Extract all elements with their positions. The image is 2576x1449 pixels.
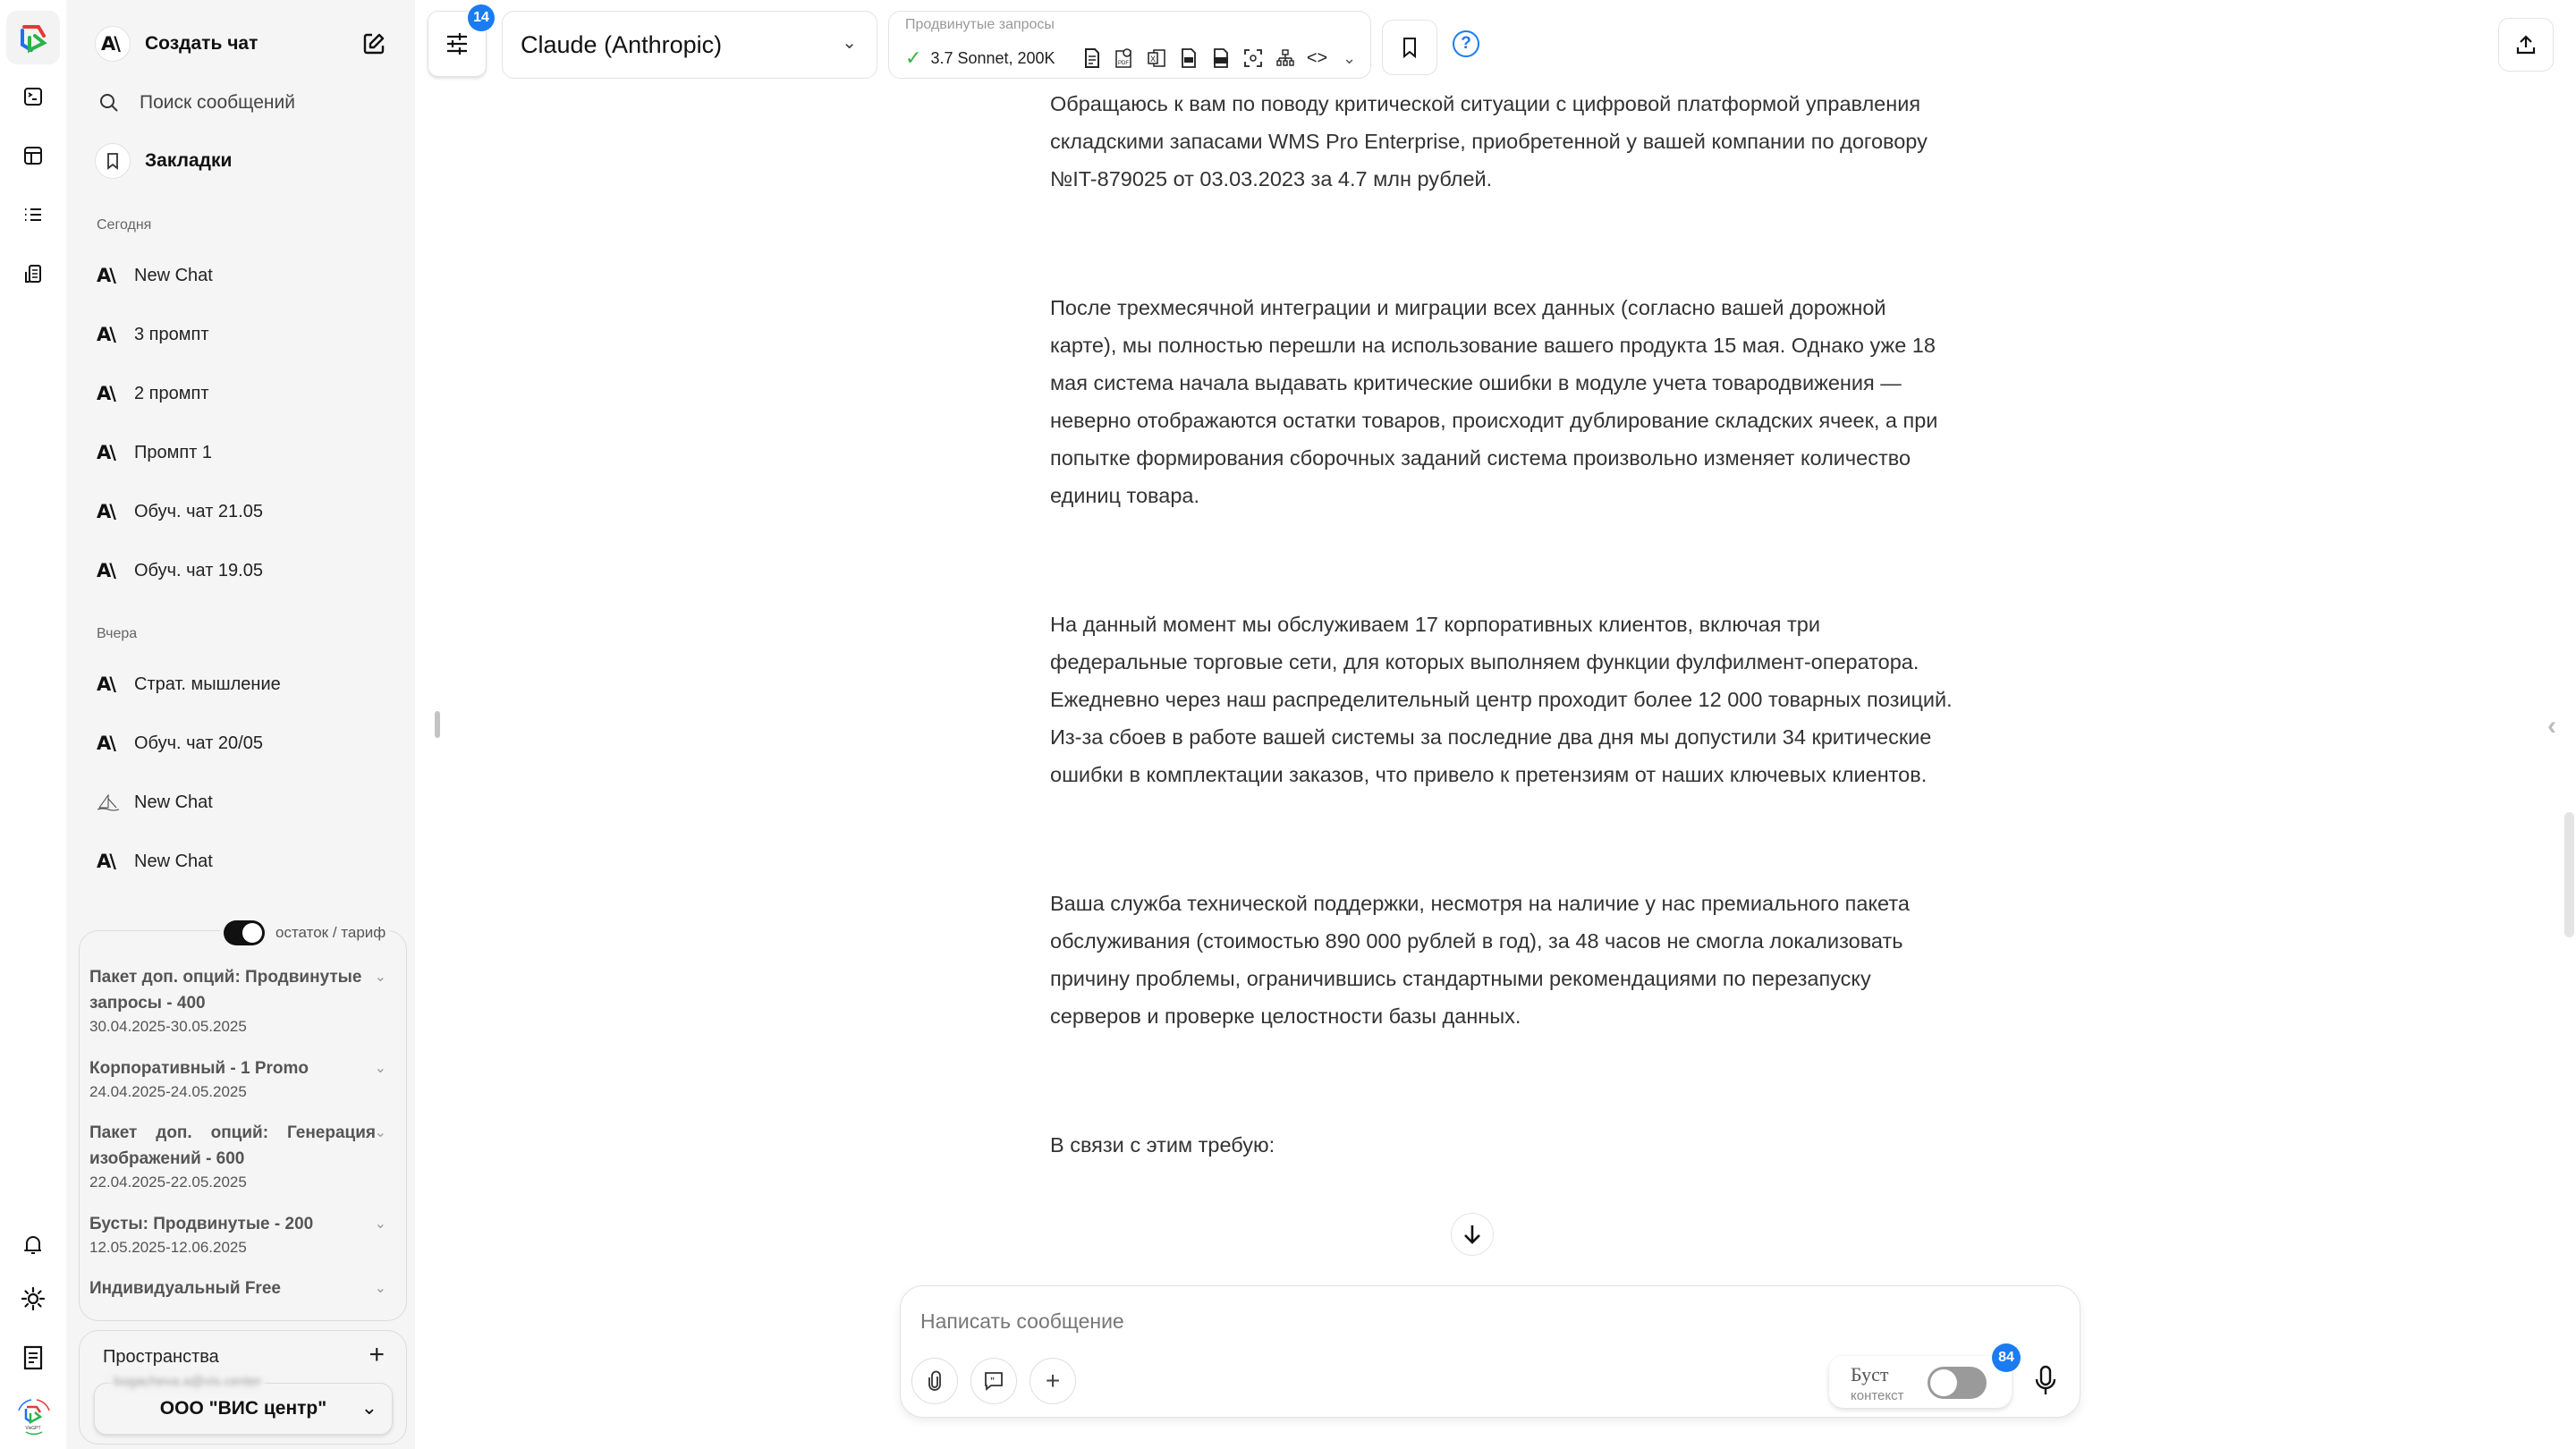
tariff-title: Пакет доп. опций: Продвинутые запросы - 400 xyxy=(89,968,362,1013)
boost-badge: 84 xyxy=(1992,1343,2021,1372)
chat-item[interactable] xyxy=(97,494,263,530)
ocr-scan-icon xyxy=(1241,46,1265,71)
visgpt-logo-icon xyxy=(13,1396,53,1436)
user-email-blurred: bogacheva.a@vis.center xyxy=(110,1374,265,1389)
create-chat-button[interactable] xyxy=(95,26,408,62)
model-avatar xyxy=(95,26,131,62)
sun-icon xyxy=(21,1286,46,1311)
chat-item[interactable] xyxy=(97,843,213,879)
anthropic-icon: A\ xyxy=(97,560,114,581)
chevron-down-icon[interactable]: ⌄ xyxy=(374,1216,386,1232)
check-icon: ✓ xyxy=(905,47,922,69)
txt-file-icon xyxy=(1177,46,1200,71)
chat-item[interactable] xyxy=(97,725,263,761)
arrow-down-icon xyxy=(1462,1223,1483,1246)
add-button[interactable] xyxy=(1030,1358,1076,1404)
toggle-label: остаток / тариф xyxy=(275,924,386,941)
space-select-value: ООО "ВИС центр" xyxy=(159,1398,327,1419)
tariff-item[interactable] xyxy=(89,964,394,1038)
model-name: Claude (Anthropic) xyxy=(521,31,723,58)
chat-item-label: Промпт 1 xyxy=(134,442,213,462)
chevron-down-icon: ⌄ xyxy=(842,33,857,53)
visgpt-logo[interactable] xyxy=(13,1395,54,1436)
table-button[interactable] xyxy=(20,142,47,169)
chat-item[interactable] xyxy=(97,666,281,702)
chevron-down-icon[interactable]: ⌄ xyxy=(374,1281,386,1296)
app-logo-icon xyxy=(15,20,51,55)
anthropic-icon: A\ xyxy=(97,442,114,463)
docx-file-icon xyxy=(1209,46,1233,71)
list-icon xyxy=(23,205,43,225)
anthropic-icon: A\ xyxy=(97,383,114,404)
export-button[interactable] xyxy=(2498,18,2554,72)
pdf-file-icon xyxy=(1113,46,1136,71)
tariff-item[interactable] xyxy=(89,1120,394,1193)
svg-text:X: X xyxy=(1149,55,1156,64)
upload-icon xyxy=(2515,34,2537,55)
bookmarks-button[interactable] xyxy=(95,143,232,179)
svg-text:VisGPT: VisGPT xyxy=(25,1426,41,1431)
chat-item-label: Страт. мышление xyxy=(134,674,281,694)
message-composer xyxy=(900,1285,2080,1418)
right-panel-toggle[interactable]: ‹ xyxy=(2547,711,2556,741)
docs-button[interactable] xyxy=(20,1344,47,1371)
tariff-title: Корпоративный - 1 Promo xyxy=(89,1059,309,1078)
boost-label: Буст xyxy=(1851,1363,1889,1385)
boost-context-toggle[interactable] xyxy=(1829,1350,2014,1408)
list-button[interactable] xyxy=(20,201,47,228)
anthropic-icon: A\ xyxy=(97,501,114,522)
section-yesterday: Вчера xyxy=(97,626,138,641)
chat-item-label: Обуч. чат 19.05 xyxy=(134,560,263,580)
tariff-dates: 12.05.2025-12.06.2025 xyxy=(89,1239,247,1256)
app-logo-button[interactable] xyxy=(6,11,60,64)
help-icon[interactable]: ? xyxy=(1453,30,1479,57)
chat-item[interactable] xyxy=(97,376,209,411)
settings-badge: 14 xyxy=(468,4,495,31)
chat-item[interactable] xyxy=(97,317,209,352)
chat-item-label: 3 промпт xyxy=(134,324,209,344)
chat-item-label: New Chat xyxy=(134,265,213,285)
settings-button[interactable] xyxy=(428,11,487,77)
xls-file-icon xyxy=(1145,46,1168,71)
bookmark-circle xyxy=(95,143,131,179)
terminal-button[interactable] xyxy=(20,83,47,110)
search-icon xyxy=(98,92,120,114)
notifications-button[interactable] xyxy=(20,1232,47,1258)
spaces-title: Пространства xyxy=(103,1347,219,1367)
spaces-panel xyxy=(79,1330,407,1445)
icon-rail xyxy=(0,0,66,1449)
edit-icon[interactable] xyxy=(361,31,386,56)
chat-item-label: Обуч. чат 21.05 xyxy=(134,501,263,521)
tariff-title: Бусты: Продвинутые - 200 xyxy=(89,1215,314,1233)
chevron-down-icon: ⌄ xyxy=(360,1396,377,1419)
chevron-down-icon[interactable]: ⌄ xyxy=(374,1061,386,1076)
terminal-icon xyxy=(23,87,43,106)
message-paragraph: Обращаюсь к вам по поводу критической ситуации с цифровой платформой управления складскими запасами WMS Pro Enterprise, приобретенной у вашей компании по договору №IT-879025 от 03.03.2023 за 4.7 млн рублей. xyxy=(1050,92,1928,191)
message-paragraph: В связи с этим требую: xyxy=(1050,1133,1275,1157)
scroll-to-bottom-button[interactable] xyxy=(1451,1213,1494,1256)
chat-item[interactable] xyxy=(97,784,213,820)
prompts-button[interactable] xyxy=(970,1358,1017,1404)
chevron-down-icon[interactable]: ⌄ xyxy=(374,1125,386,1140)
doc-file-icon xyxy=(1080,46,1104,71)
paperclip-icon xyxy=(926,1370,944,1392)
chat-item[interactable] xyxy=(97,435,212,470)
bookmark-chat-button[interactable] xyxy=(1382,20,1437,75)
building-icon xyxy=(23,264,43,284)
anthropic-icon: A\ xyxy=(101,33,119,55)
bell-icon xyxy=(21,1233,45,1257)
anthropic-icon: A\ xyxy=(97,851,114,872)
receipt-icon xyxy=(22,1345,44,1370)
section-today: Сегодня xyxy=(97,217,152,233)
boost-sublabel: контекст xyxy=(1851,1388,1904,1403)
chat-item[interactable] xyxy=(97,258,213,293)
attach-button[interactable] xyxy=(911,1358,958,1404)
svg-text:PDF: PDF xyxy=(1117,61,1129,66)
anthropic-icon: A\ xyxy=(97,324,114,345)
message-content xyxy=(1050,85,1953,1255)
table-icon xyxy=(23,146,43,165)
boost-switch[interactable] xyxy=(1928,1367,1987,1399)
sidebar-resize-handle[interactable] xyxy=(435,711,440,738)
bookmark-icon xyxy=(106,152,120,170)
tariff-title: Индивидуальный Free xyxy=(89,1279,281,1298)
space-select[interactable] xyxy=(94,1383,393,1435)
toggle-switch[interactable] xyxy=(224,920,265,945)
anthropic-icon: A\ xyxy=(97,733,114,754)
tariff-item[interactable] xyxy=(89,1275,394,1301)
chat-item-label: 2 промпт xyxy=(134,383,209,403)
create-chat-label: Создать чат xyxy=(145,33,258,54)
sailboat-icon xyxy=(97,793,120,811)
tariff-item[interactable] xyxy=(89,1055,394,1103)
balance-tariff-toggle[interactable] xyxy=(220,920,389,945)
tariff-item[interactable] xyxy=(89,1211,394,1258)
chat-item-label: New Chat xyxy=(134,792,213,812)
bookmark-icon xyxy=(1402,37,1418,58)
sliders-icon xyxy=(445,31,470,56)
message-paragraph: На данный момент мы обслуживаем 17 корпоративных клиентов, включая три федеральные торговые сети, для которых выполняем функции фулфилмент-оператора. Ежедневно через наш распределительный центр проходит более 12 000 товарных позиций. Из-за сбоев в работе вашей системы за последние два дня мы допустили 34 критические ошибки в комплектации заказов, что привело к претензиям от наших ключевых клиентов. xyxy=(1050,613,1953,786)
model-select[interactable] xyxy=(502,11,877,79)
message-paragraph: После трехмесячной интеграции и миграции всех данных (согласно вашей дорожной карте), мы полностью перешли на использование вашего продукта 15 мая. Однако уже 18 мая система начала выдавать критические ошибки в модуле учета товародвижения — неверно отображаются остатки товаров, происходит дублирование складских ячеек, а при попытке формирования сборочных заданий система произвольно изменяет количество единиц товара. xyxy=(1050,296,1938,507)
tariff-dates: 24.04.2025-24.05.2025 xyxy=(89,1083,247,1100)
theme-toggle-button[interactable] xyxy=(20,1285,47,1312)
anthropic-icon: A\ xyxy=(97,674,114,695)
code-icon: <> xyxy=(1306,47,1328,68)
advanced-model: 3.7 Sonnet, 200K xyxy=(930,48,1055,67)
anthropic-icon: A\ xyxy=(97,265,114,286)
advanced-caption: Продвинутые запросы xyxy=(905,17,1055,32)
add-space-button[interactable]: + xyxy=(369,1340,385,1369)
message-paragraph: Ваша служба технической поддержки, несмотря на наличие у нас премиального пакета обслуживания (стоимостью 890 000 рублей в год), за 48 часов не смогла локализовать причину проблемы, ограничившись стандартными рекомендациями по перезапуску серверов и проверке целостности базы данных. xyxy=(1050,892,1910,1028)
microphone-icon xyxy=(2033,1365,2058,1397)
tariff-title: Пакет доп. опций: Генерация изображений - 600 xyxy=(89,1123,376,1168)
chevron-down-icon[interactable]: ⌄ xyxy=(374,970,386,985)
voice-input-button[interactable] xyxy=(2033,1365,2058,1402)
scrollbar[interactable] xyxy=(2564,812,2574,937)
plus-icon: + xyxy=(1045,1367,1061,1394)
quote-bubble-icon xyxy=(983,1370,1004,1392)
tariff-dates: 22.04.2025-22.05.2025 xyxy=(89,1174,247,1191)
search-messages-button[interactable] xyxy=(98,92,295,114)
advanced-requests-select[interactable] xyxy=(888,11,1371,79)
tariff-dates: 30.04.2025-30.05.2025 xyxy=(89,1018,247,1035)
svg-text:”: ” xyxy=(990,1377,995,1386)
chat-item-label: New Chat xyxy=(134,851,213,871)
bookmarks-label: Закладки xyxy=(145,150,233,171)
chat-item[interactable] xyxy=(97,553,263,589)
chat-item-label: Обуч. чат 20/05 xyxy=(134,733,263,753)
building-button[interactable] xyxy=(20,260,47,287)
search-messages-label: Поиск сообщений xyxy=(140,92,295,113)
tree-structure-icon xyxy=(1274,46,1297,71)
message-input[interactable]: Написать сообщение xyxy=(920,1309,1124,1333)
chevron-down-icon: ⌄ xyxy=(1343,48,1357,67)
